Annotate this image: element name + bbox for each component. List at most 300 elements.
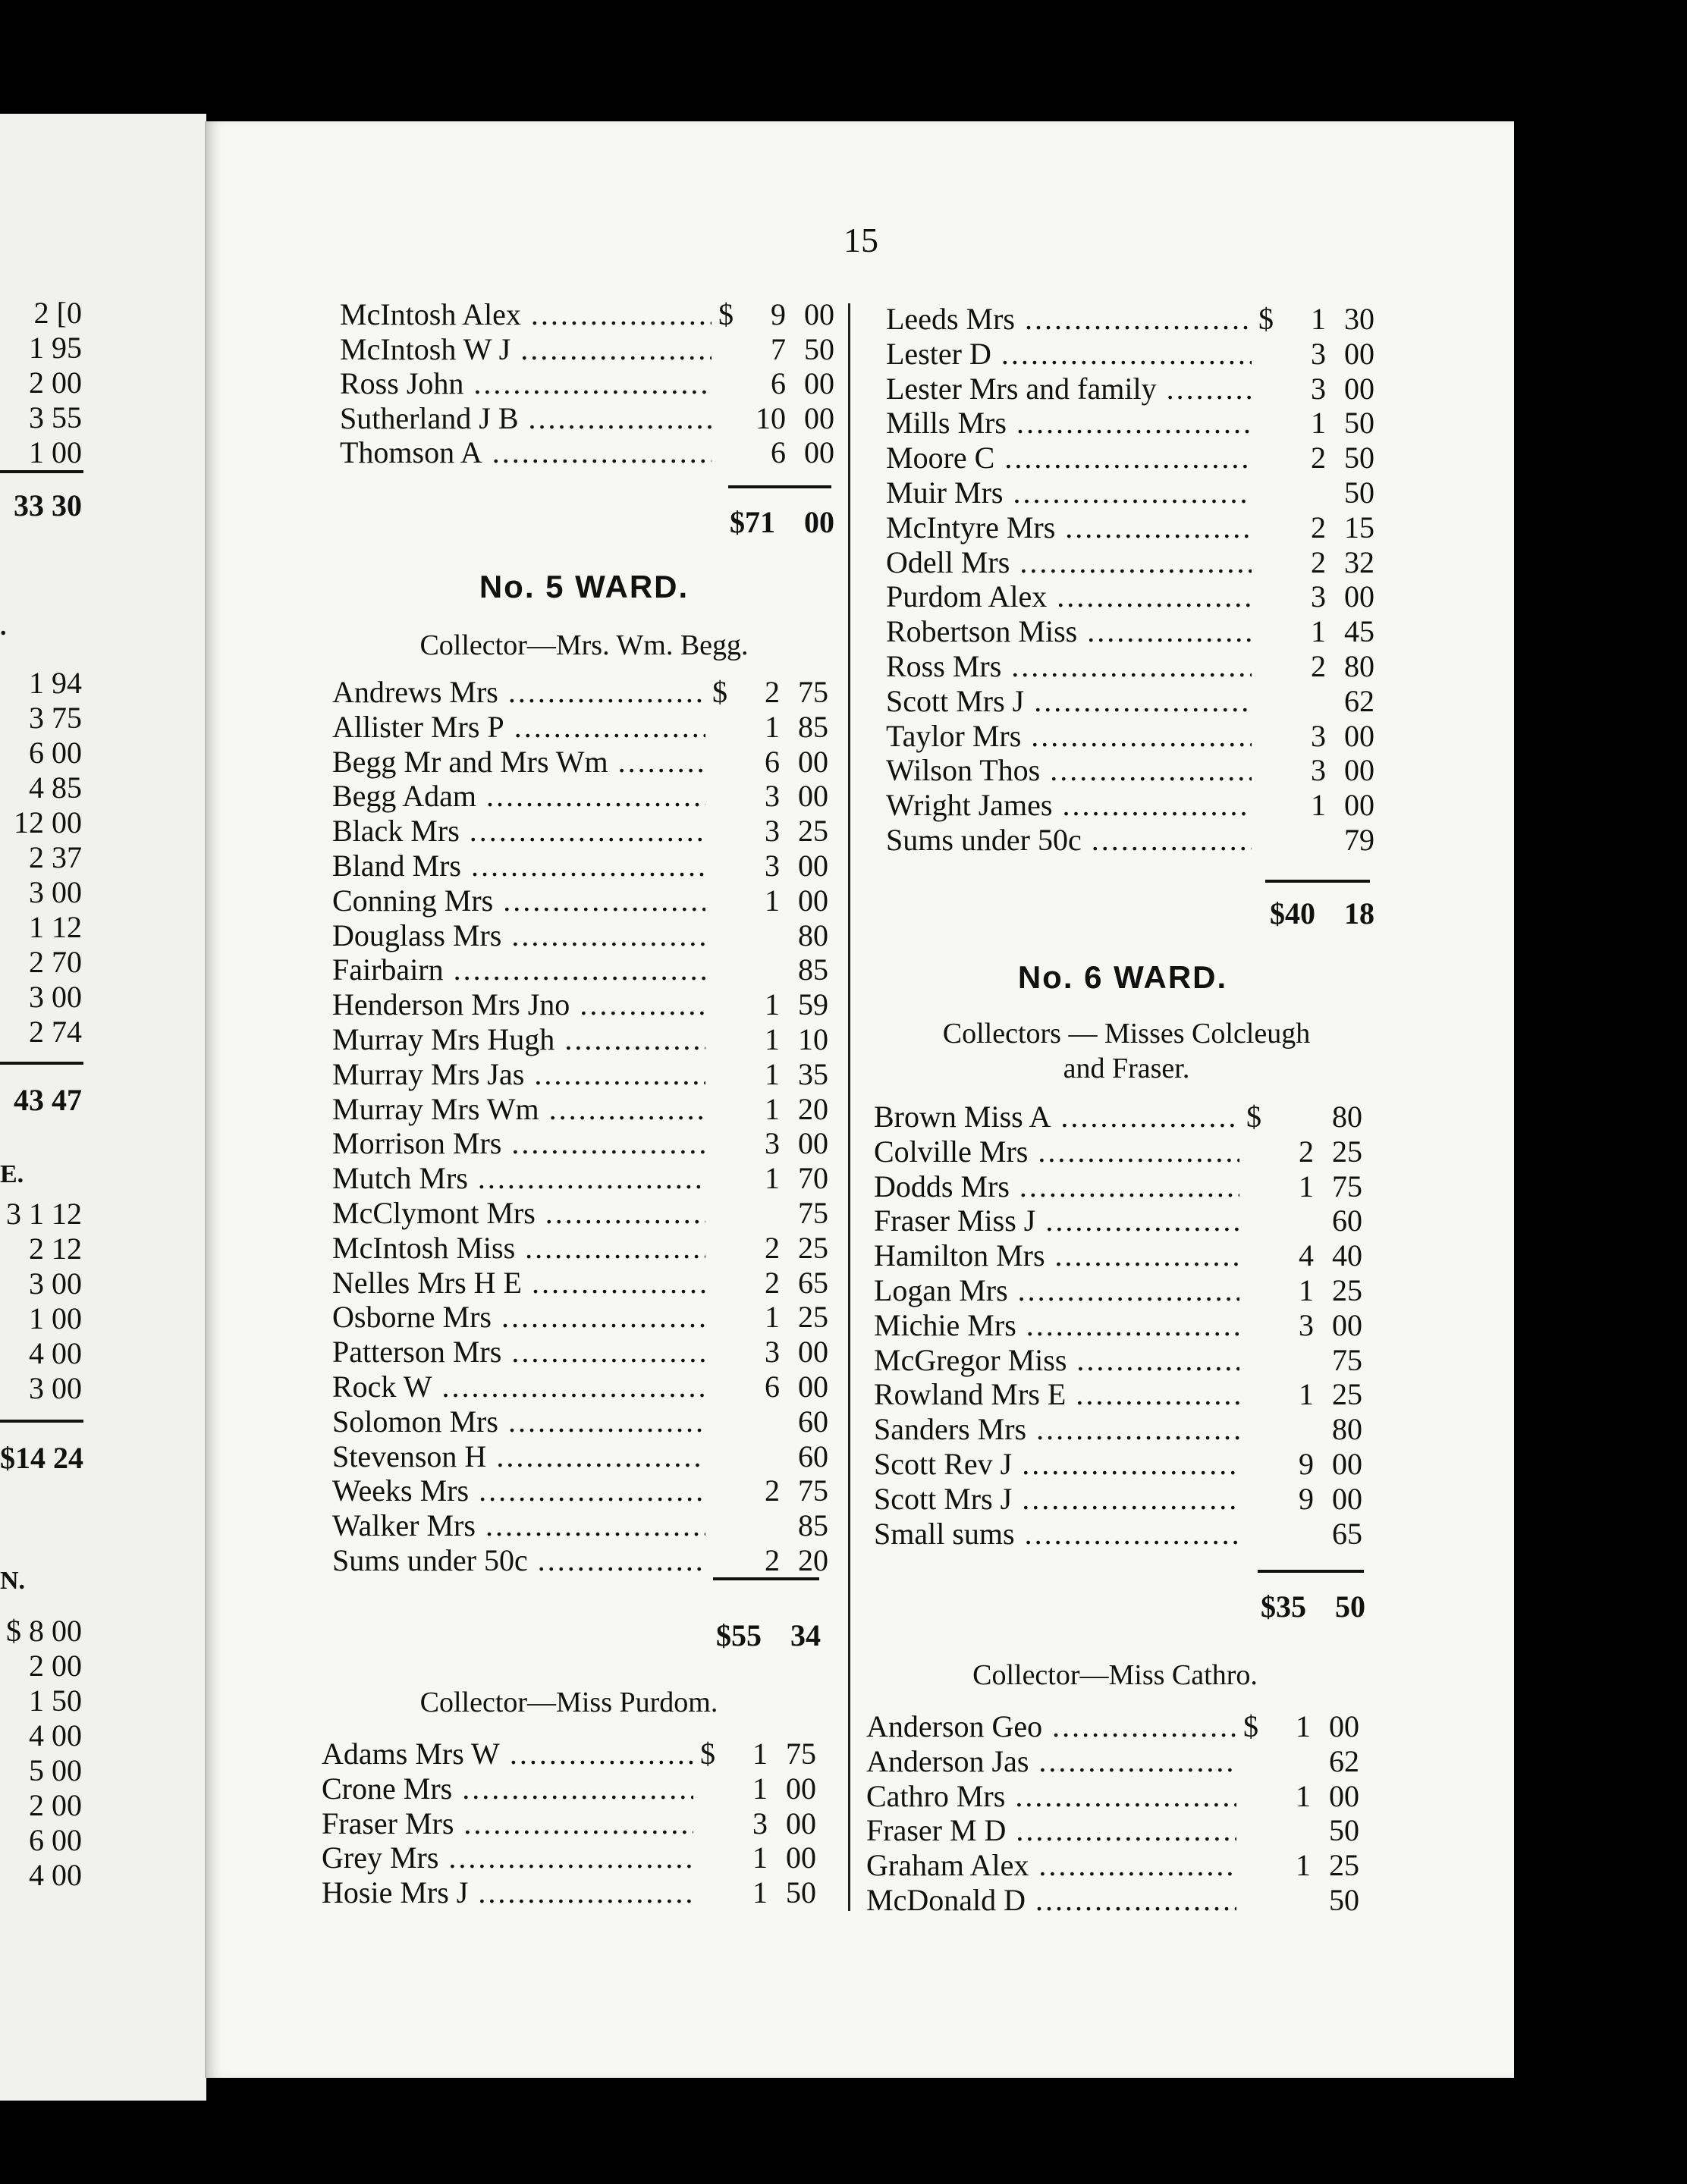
amount-dollars: 2 bbox=[1311, 649, 1326, 683]
dollar-sign bbox=[1252, 614, 1280, 649]
entry-name: McIntosh W J ..... bbox=[340, 332, 712, 367]
ledger-row bbox=[874, 1447, 1362, 1482]
entry-name: Scott Rev J ..... bbox=[874, 1447, 1239, 1482]
entry-name: Bland Mrs ..... bbox=[332, 849, 705, 883]
amount-dollars: 1 bbox=[752, 1840, 768, 1875]
ledger-row bbox=[332, 1404, 828, 1439]
ledger-row bbox=[886, 545, 1374, 580]
amount-dollars: 2 bbox=[1299, 1134, 1314, 1169]
entry-name: McIntosh Miss ..... bbox=[332, 1231, 705, 1266]
entry-name: Sutherland J B ..... bbox=[340, 401, 712, 436]
amount-cents: 20 bbox=[798, 1091, 828, 1126]
amount-dollars bbox=[734, 1508, 780, 1543]
dollar-sign bbox=[705, 1300, 734, 1335]
amount-dollars: 3 bbox=[765, 849, 780, 883]
dollar-sign bbox=[1239, 1238, 1268, 1273]
amount-dollars bbox=[1268, 1100, 1314, 1134]
dollar-sign bbox=[705, 1266, 734, 1301]
ledger-row bbox=[874, 1412, 1362, 1447]
amount-dollars: 1 bbox=[765, 987, 780, 1022]
ledger-row bbox=[874, 1308, 1362, 1343]
dollar-sign bbox=[705, 987, 734, 1022]
ledger-row bbox=[866, 1813, 1359, 1848]
dollar-sign bbox=[705, 849, 734, 883]
amount-dollars bbox=[734, 1196, 780, 1231]
ledger-row bbox=[874, 1377, 1362, 1412]
entry-name: Brown Miss A ..... bbox=[874, 1100, 1239, 1134]
amount-cents: 00 bbox=[1332, 1447, 1362, 1481]
entry-name: McClymont Mrs ..... bbox=[332, 1196, 705, 1231]
entry-name: Fairbairn ..... bbox=[332, 952, 705, 987]
dollar-sign bbox=[1236, 1813, 1265, 1848]
amount-dollars: 1 bbox=[765, 1022, 780, 1056]
dollar-sign bbox=[1252, 649, 1280, 684]
ledger-row bbox=[332, 1300, 828, 1335]
amount-dollars: 2 bbox=[1311, 544, 1326, 579]
amount-cents: 15 bbox=[1344, 510, 1374, 544]
entry-name: Ross John ..... bbox=[340, 366, 712, 401]
entry-name: Begg Mr and Mrs Wm ..... bbox=[332, 745, 705, 780]
dollar-sign bbox=[1239, 1343, 1268, 1378]
dollar-sign bbox=[1236, 1883, 1265, 1918]
entry-name: Weeks Mrs ..... bbox=[332, 1473, 705, 1508]
amount-cents: 80 bbox=[1332, 1412, 1362, 1447]
ledger-row bbox=[866, 1744, 1359, 1779]
ledger-row bbox=[322, 1875, 816, 1910]
amount-cents: 20 bbox=[798, 1543, 828, 1577]
dollar-sign: $ bbox=[1258, 302, 1274, 336]
amount-dollars: 1 bbox=[1299, 1273, 1314, 1307]
ledger-row bbox=[332, 1161, 828, 1196]
dollar-sign bbox=[705, 1370, 734, 1404]
amount-dollars: 1 bbox=[765, 709, 780, 744]
amount-cents: 00 bbox=[1344, 579, 1374, 614]
total-row bbox=[668, 504, 834, 541]
ledger-row bbox=[874, 1203, 1362, 1238]
amount-cents: 25 bbox=[1329, 1848, 1359, 1883]
dollar-sign bbox=[1236, 1779, 1265, 1814]
amount-dollars: 1 bbox=[1311, 406, 1326, 441]
total-cents: 50 bbox=[1335, 1589, 1365, 1624]
dollar-sign bbox=[705, 1092, 734, 1127]
total-dollars: $35 bbox=[1261, 1589, 1306, 1624]
amount-cents: 65 bbox=[798, 1265, 828, 1300]
entry-name: Small sums ..... bbox=[874, 1517, 1239, 1552]
dollar-sign bbox=[1239, 1134, 1268, 1169]
ledger-row bbox=[332, 710, 828, 745]
amount-cents: 80 bbox=[1332, 1100, 1362, 1134]
total-row bbox=[654, 1617, 821, 1655]
dollar-sign: $ bbox=[1246, 1100, 1261, 1134]
dollar-sign bbox=[705, 1231, 734, 1266]
amount-cents: 00 bbox=[1329, 1778, 1359, 1813]
amount-dollars: 3 bbox=[1311, 753, 1326, 788]
amount-dollars: 6 bbox=[765, 744, 780, 779]
ledger-row bbox=[874, 1100, 1362, 1134]
left-page-amount: 3 75 bbox=[29, 701, 82, 735]
entry-name: Colville Mrs ..... bbox=[874, 1134, 1239, 1169]
amount-dollars: 1 bbox=[1296, 1709, 1311, 1743]
dollar-sign: $ bbox=[700, 1737, 715, 1771]
amount-cents: 00 bbox=[798, 779, 828, 814]
left-page-amount: 2 74 bbox=[29, 1015, 82, 1049]
ledger-row bbox=[332, 1508, 828, 1543]
amount-dollars bbox=[1280, 475, 1326, 510]
amount-cents: 70 bbox=[798, 1161, 828, 1196]
entry-name: Moore C ..... bbox=[886, 441, 1252, 475]
total-row bbox=[1208, 895, 1374, 933]
left-page-amount: 2 [0 bbox=[33, 296, 82, 330]
amount-dollars: 3 bbox=[752, 1806, 768, 1840]
amount-cents: 75 bbox=[786, 1737, 816, 1771]
amount-dollars: 6 bbox=[771, 366, 786, 400]
ward6-total-rule bbox=[1258, 1570, 1364, 1573]
ledger-row bbox=[340, 435, 834, 470]
ledger-row bbox=[874, 1273, 1362, 1308]
entry-name: Black Mrs ..... bbox=[332, 814, 705, 849]
amount-dollars: 1 bbox=[765, 1300, 780, 1335]
amount-cents: 65 bbox=[1332, 1516, 1362, 1551]
dollar-sign bbox=[1252, 753, 1280, 788]
amount-cents: 00 bbox=[1329, 1709, 1359, 1743]
amount-dollars: 2 bbox=[765, 1543, 780, 1577]
entry-name: Adams Mrs W ..... bbox=[322, 1737, 693, 1771]
amount-cents: 00 bbox=[1344, 336, 1374, 371]
ledger-row bbox=[886, 753, 1374, 788]
dollar-sign bbox=[1239, 1308, 1268, 1343]
entry-name: Sums under 50c ..... bbox=[886, 823, 1252, 858]
ledger-row bbox=[886, 823, 1374, 858]
amount-dollars: 1 bbox=[752, 1737, 768, 1771]
ledger-row bbox=[886, 614, 1374, 649]
ward6-collector-line1: Collectors — Misses Colcleugh bbox=[942, 1018, 1311, 1050]
left-page-amount: 3 1 12 bbox=[6, 1197, 82, 1231]
left-page-fragment: E. bbox=[0, 1160, 24, 1188]
amount-dollars: 2 bbox=[765, 675, 780, 709]
dollar-sign bbox=[1252, 406, 1280, 441]
dollar-sign bbox=[712, 435, 740, 470]
left-page-amount: 4 00 bbox=[29, 1336, 82, 1370]
dollar-sign bbox=[1252, 545, 1280, 580]
ledger-row bbox=[886, 510, 1374, 545]
dollar-sign: $ bbox=[712, 675, 727, 709]
ward6-collector-line2: and Fraser. bbox=[1063, 1053, 1190, 1084]
entry-name: Grey Mrs ..... bbox=[322, 1840, 693, 1875]
amount-cents: 85 bbox=[798, 952, 828, 987]
dollar-sign bbox=[705, 779, 734, 814]
ledger-row bbox=[332, 918, 828, 953]
amount-dollars: 2 bbox=[765, 1265, 780, 1300]
left-page-amount: 3 00 bbox=[29, 1371, 82, 1405]
amount-cents: 75 bbox=[798, 1473, 828, 1508]
left-page-amount: 1 50 bbox=[29, 1684, 82, 1718]
left-page-rule bbox=[0, 470, 83, 473]
amount-dollars: 9 bbox=[771, 297, 786, 331]
entry-name: McIntosh Alex ..... bbox=[340, 297, 712, 332]
amount-dollars: 4 bbox=[1299, 1238, 1314, 1273]
entry-name: Michie Mrs ..... bbox=[874, 1308, 1239, 1343]
amount-dollars: 3 bbox=[765, 779, 780, 814]
amount-dollars bbox=[734, 1439, 780, 1474]
ledger-row bbox=[886, 372, 1374, 406]
amount-cents: 60 bbox=[1332, 1203, 1362, 1238]
amount-dollars: 3 bbox=[765, 814, 780, 849]
ledger-row bbox=[866, 1883, 1359, 1918]
entry-name: Mutch Mrs ..... bbox=[332, 1161, 705, 1196]
amount-dollars bbox=[1268, 1412, 1314, 1447]
amount-dollars: 1 bbox=[1299, 1377, 1314, 1412]
entry-name: Patterson Mrs ..... bbox=[332, 1335, 705, 1370]
ledger-row bbox=[874, 1134, 1362, 1169]
amount-dollars bbox=[734, 952, 780, 987]
total-cents: 18 bbox=[1344, 896, 1374, 930]
entry-name: Morrison Mrs ..... bbox=[332, 1126, 705, 1161]
left-page-amount: 2 37 bbox=[29, 840, 82, 874]
dollar-sign bbox=[705, 1473, 734, 1508]
entry-name: Wilson Thos ..... bbox=[886, 753, 1252, 788]
entry-name: Murray Mrs Wm ..... bbox=[332, 1092, 705, 1127]
ledger-row bbox=[332, 814, 828, 849]
amount-cents: 50 bbox=[1344, 406, 1374, 441]
entry-name: Mills Mrs ..... bbox=[886, 406, 1252, 441]
entry-name: Scott Mrs J ..... bbox=[874, 1482, 1239, 1517]
ledger-row bbox=[340, 332, 834, 367]
amount-dollars: 1 bbox=[765, 883, 780, 918]
amount-dollars bbox=[1265, 1883, 1311, 1918]
amount-dollars: 1 bbox=[1311, 302, 1326, 336]
total-cents: 34 bbox=[790, 1618, 821, 1652]
amount-dollars bbox=[734, 1404, 780, 1439]
amount-dollars: 6 bbox=[765, 1370, 780, 1404]
amount-cents: 80 bbox=[1344, 649, 1374, 683]
ledger-row bbox=[886, 406, 1374, 441]
total-cents: 00 bbox=[804, 505, 834, 539]
dollar-sign bbox=[1252, 823, 1280, 858]
entry-name: Henderson Mrs Jno ..... bbox=[332, 987, 705, 1022]
amount-cents: 25 bbox=[1332, 1273, 1362, 1307]
dollar-sign bbox=[705, 814, 734, 849]
amount-dollars bbox=[1265, 1813, 1311, 1848]
amount-dollars: 3 bbox=[1311, 718, 1326, 753]
entry-name: Muir Mrs ..... bbox=[886, 475, 1252, 510]
ledger-row bbox=[332, 1126, 828, 1161]
ledger-row bbox=[332, 1022, 828, 1057]
amount-cents: 00 bbox=[786, 1840, 816, 1875]
entry-name: Walker Mrs ..... bbox=[332, 1508, 705, 1543]
entry-name: Murray Mrs Hugh ..... bbox=[332, 1022, 705, 1057]
amount-dollars bbox=[1265, 1744, 1311, 1779]
dollar-sign bbox=[705, 1126, 734, 1161]
dollar-sign bbox=[1239, 1482, 1268, 1517]
dollar-sign bbox=[705, 710, 734, 745]
amount-cents: 32 bbox=[1344, 544, 1374, 579]
dollar-sign: $ bbox=[1243, 1709, 1258, 1743]
entry-name: Lester Mrs and family ..... bbox=[886, 372, 1252, 406]
ledger-row bbox=[340, 297, 834, 332]
column-divider bbox=[848, 303, 850, 1911]
ward5-heading: No. 5 WARD. bbox=[479, 569, 690, 604]
entry-name: Stevenson H ..... bbox=[332, 1439, 705, 1474]
dollar-sign bbox=[705, 1543, 734, 1578]
entry-name: Conning Mrs ..... bbox=[332, 883, 705, 918]
entry-name: Wright James ..... bbox=[886, 788, 1252, 823]
dollar-sign bbox=[1236, 1848, 1265, 1883]
ledger-row bbox=[886, 579, 1374, 614]
ledger-row bbox=[340, 401, 834, 436]
ledger-row bbox=[332, 1057, 828, 1092]
amount-cents: 25 bbox=[798, 1300, 828, 1335]
left-page-amount: 43 47 bbox=[14, 1083, 82, 1117]
entry-name: Rowland Mrs E ..... bbox=[874, 1377, 1239, 1412]
amount-dollars: 1 bbox=[765, 1091, 780, 1126]
entry-name: McGregor Miss ..... bbox=[874, 1343, 1239, 1378]
amount-cents: 79 bbox=[1344, 823, 1374, 857]
amount-dollars: 6 bbox=[771, 435, 786, 469]
ledger-row bbox=[332, 1439, 828, 1474]
entry-name: Logan Mrs ..... bbox=[874, 1273, 1239, 1308]
left-page-rule bbox=[0, 1062, 83, 1065]
dollar-sign bbox=[1252, 475, 1280, 510]
ledger-row bbox=[332, 1266, 828, 1301]
amount-dollars: 1 bbox=[765, 1161, 780, 1196]
amount-dollars bbox=[1268, 1517, 1314, 1552]
dollar-sign bbox=[693, 1806, 722, 1841]
ledger-row bbox=[322, 1840, 816, 1875]
entry-name: Robertson Miss ..... bbox=[886, 614, 1252, 649]
ledger-row bbox=[322, 1737, 816, 1771]
amount-cents: 00 bbox=[798, 849, 828, 883]
entry-name: Dodds Mrs ..... bbox=[874, 1169, 1239, 1204]
left-page-rule bbox=[0, 1420, 83, 1423]
amount-cents: 00 bbox=[1332, 1481, 1362, 1516]
amount-cents: 35 bbox=[798, 1056, 828, 1091]
left-page-amount: 4 00 bbox=[29, 1718, 82, 1753]
dollar-sign bbox=[705, 952, 734, 987]
dollar-sign bbox=[712, 366, 740, 401]
amount-dollars: 1 bbox=[1299, 1169, 1314, 1203]
dollar-sign bbox=[705, 1057, 734, 1092]
amount-cents: 00 bbox=[1344, 718, 1374, 753]
left-page-amount: 3 55 bbox=[29, 400, 82, 435]
amount-cents: 00 bbox=[1344, 753, 1374, 788]
dollar-sign bbox=[705, 1335, 734, 1370]
dollar-sign bbox=[705, 1508, 734, 1543]
entry-name: Anderson Jas ..... bbox=[866, 1744, 1236, 1779]
amount-cents: 30 bbox=[1344, 302, 1374, 336]
ledger-row bbox=[874, 1343, 1362, 1378]
entry-name: Purdom Alex ..... bbox=[886, 579, 1252, 614]
total-row bbox=[1198, 1588, 1365, 1626]
total-dollars: $55 bbox=[716, 1618, 762, 1652]
dollar-sign bbox=[705, 745, 734, 780]
entry-name: Nelles Mrs H E ..... bbox=[332, 1266, 705, 1301]
amount-cents: 85 bbox=[798, 1508, 828, 1543]
amount-dollars: 3 bbox=[765, 1335, 780, 1370]
ward5-total-rule bbox=[713, 1577, 819, 1580]
left-page-amount: $14 24 bbox=[0, 1441, 83, 1475]
dollar-sign bbox=[705, 1404, 734, 1439]
amount-cents: 59 bbox=[798, 987, 828, 1022]
amount-cents: 25 bbox=[798, 814, 828, 849]
amount-cents: 00 bbox=[798, 1126, 828, 1161]
amount-dollars: 1 bbox=[1296, 1778, 1311, 1813]
left-page-amount: 6 00 bbox=[29, 736, 82, 770]
amount-cents: 75 bbox=[1332, 1342, 1362, 1377]
amount-dollars bbox=[734, 918, 780, 953]
entry-name: Odell Mrs ..... bbox=[886, 545, 1252, 580]
amount-dollars: 3 bbox=[765, 1126, 780, 1161]
left-page-fragment: N. bbox=[0, 1567, 26, 1595]
dollar-sign bbox=[1252, 579, 1280, 614]
amount-cents: 25 bbox=[798, 1230, 828, 1265]
amount-cents: 85 bbox=[798, 709, 828, 744]
left-page-amount: 6 00 bbox=[29, 1823, 82, 1857]
amount-dollars: 3 bbox=[1311, 579, 1326, 614]
ledger-row bbox=[874, 1238, 1362, 1273]
ledger-row bbox=[332, 987, 828, 1022]
ward6-heading: No. 6 WARD. bbox=[1017, 959, 1228, 995]
entry-name: Fraser Mrs ..... bbox=[322, 1806, 693, 1841]
entry-name: Andrews Mrs ..... bbox=[332, 675, 705, 710]
dollar-sign bbox=[1252, 337, 1280, 372]
amount-dollars: 1 bbox=[1311, 788, 1326, 823]
ledger-row bbox=[332, 745, 828, 780]
left-page-amount: 5 00 bbox=[29, 1753, 82, 1787]
dollar-sign: $ bbox=[718, 297, 734, 331]
amount-cents: 50 bbox=[1344, 441, 1374, 475]
ledger-row bbox=[886, 719, 1374, 754]
ledger-row bbox=[332, 849, 828, 883]
amount-cents: 50 bbox=[1329, 1883, 1359, 1917]
dollar-sign bbox=[1239, 1517, 1268, 1552]
column2-top-total-rule bbox=[1265, 880, 1370, 883]
left-page-amount: 1 12 bbox=[29, 910, 82, 944]
dollar-sign bbox=[1236, 1744, 1265, 1779]
dollar-sign bbox=[705, 918, 734, 953]
ledger-row bbox=[332, 883, 828, 918]
entry-name: Graham Alex ..... bbox=[866, 1848, 1236, 1883]
amount-cents: 75 bbox=[798, 675, 828, 709]
dollar-sign bbox=[712, 401, 740, 436]
left-page-amount: 3 00 bbox=[29, 875, 82, 909]
amount-dollars: 1 bbox=[765, 1056, 780, 1091]
entry-name: McIntyre Mrs ..... bbox=[886, 510, 1252, 545]
left-page-amount: 1 95 bbox=[29, 331, 82, 365]
entry-name: Fraser Miss J ..... bbox=[874, 1203, 1239, 1238]
dollar-sign bbox=[693, 1875, 722, 1910]
ward5-collector: Collector—Mrs. Wm. Begg. bbox=[419, 629, 749, 661]
amount-dollars: 10 bbox=[756, 400, 786, 435]
entry-name: Murray Mrs Jas ..... bbox=[332, 1057, 705, 1092]
entry-name: Fraser M D ..... bbox=[866, 1813, 1236, 1848]
amount-dollars bbox=[1280, 684, 1326, 719]
dollar-sign bbox=[705, 1161, 734, 1196]
entry-name: Osborne Mrs ..... bbox=[332, 1300, 705, 1335]
dollar-sign bbox=[1239, 1273, 1268, 1308]
amount-cents: 00 bbox=[1332, 1307, 1362, 1342]
dollar-sign bbox=[705, 883, 734, 918]
amount-cents: 50 bbox=[804, 331, 834, 366]
entry-name: Taylor Mrs ..... bbox=[886, 719, 1252, 754]
entry-name: Begg Adam ..... bbox=[332, 779, 705, 814]
ledger-row bbox=[332, 952, 828, 987]
ledger-row bbox=[322, 1806, 816, 1841]
amount-cents: 60 bbox=[798, 1439, 828, 1473]
left-page-amount: 1 00 bbox=[29, 1301, 82, 1335]
entry-name: Ross Mrs ..... bbox=[886, 649, 1252, 684]
amount-cents: 00 bbox=[1344, 371, 1374, 406]
page-number: 15 bbox=[844, 221, 878, 259]
